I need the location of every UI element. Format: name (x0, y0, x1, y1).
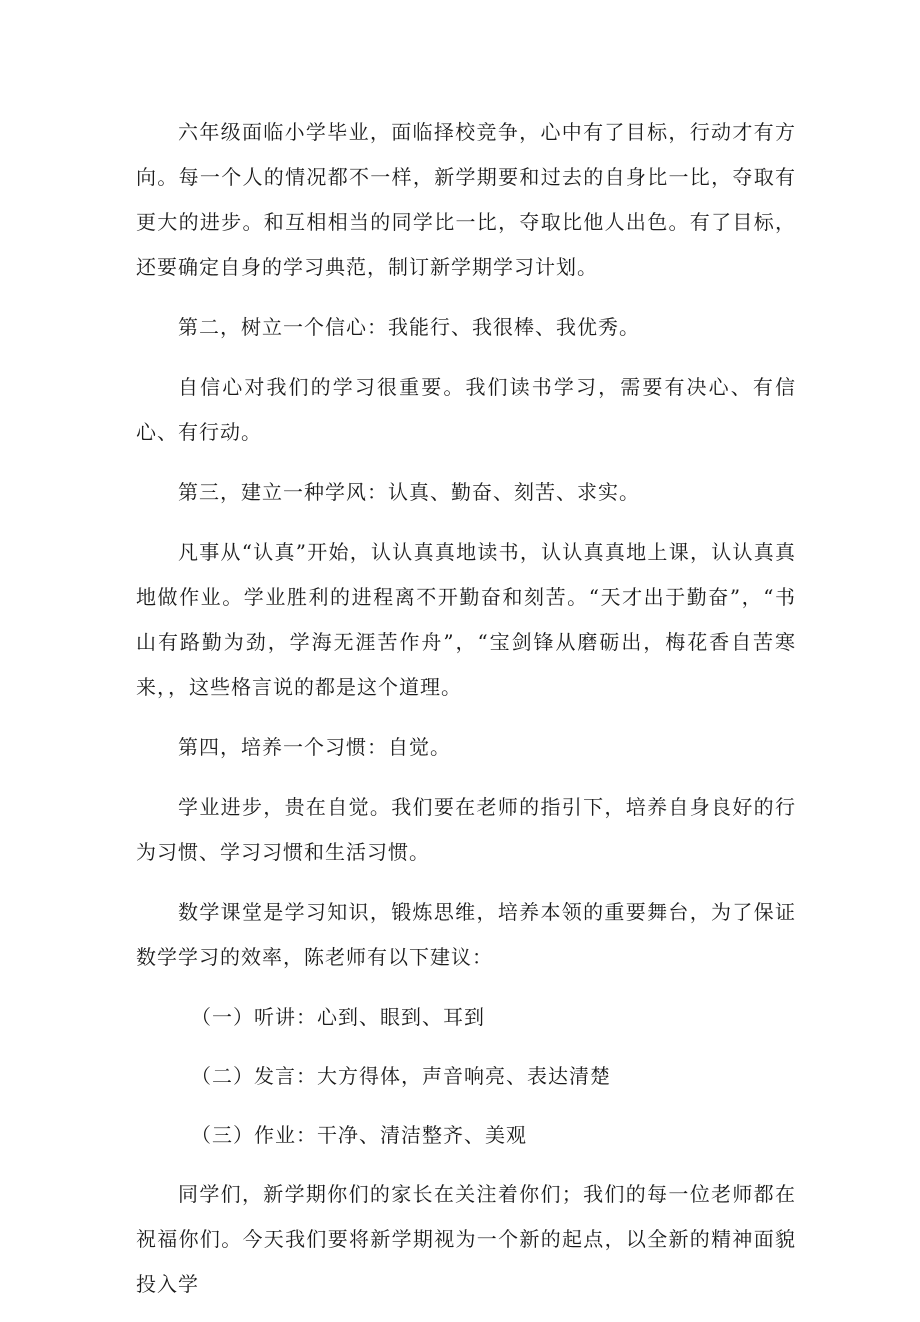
paragraph-graduation-goal: 六年级面临小学毕业，面临择校竞争，心中有了目标，行动才有方向。每一个人的情况都不一样，新学期要和过去的自身比一比，夺取有更大的进步。和互相相当的同学比一比，夺取比他人出色。有了目标，还要确定自身的学习典范，制订新学期学习计划。 (136, 120, 796, 279)
paragraph-second-point: 第二，树立一个信心：我能行、我很棒、我优秀。 (178, 315, 640, 339)
paragraph-math-class: 数学课堂是学习知识，锻炼思维，培养本领的重要舞台，为了保证数学学习的效率，陈老师有以下建议： (136, 900, 796, 969)
paragraph-third-point: 第三，建立一种学风：认真、勤奋、刻苦、求实。 (178, 480, 640, 504)
paragraph-fourth-point: 第四，培养一个习惯：自觉。 (178, 735, 451, 759)
list-item-speaking: （二）发言：大方得体，声音响亮、表达清楚 (191, 1064, 611, 1088)
paragraph-diligence: 凡事从“认真”开始，认认真真地读书，认认真真地上课，认认真真地做作业。学业胜利的进程离不开勤奋和刻苦。“天才出于勤奋”，“书山有路勤为劲，学海无涯苦作舟”，“宝剑锋从磨砺出，梅花香自苦寒来，，这些格言说的都是这个道理。 (136, 540, 796, 699)
list-item-homework: （三）作业：干净、清洁整齐、美观 (191, 1123, 527, 1147)
document-body (136, 110, 796, 1322)
paragraph-self-discipline: 学业进步，贵在自觉。我们要在老师的指引下，培养自身良好的行为习惯、学习习惯和生活习惯。 (136, 795, 796, 864)
list-item-listening: （一）听讲：心到、眼到、耳到 (191, 1005, 485, 1029)
paragraph-closing: 同学们，新学期你们的家长在关注着你们；我们的每一位老师都在祝福你们。今天我们要将新学期视为一个新的起点，以全新的精神面貌投入学 (136, 1182, 796, 1296)
paragraph-confidence: 自信心对我们的学习很重要。我们读书学习，需要有决心、有信心、有行动。 (136, 375, 796, 444)
